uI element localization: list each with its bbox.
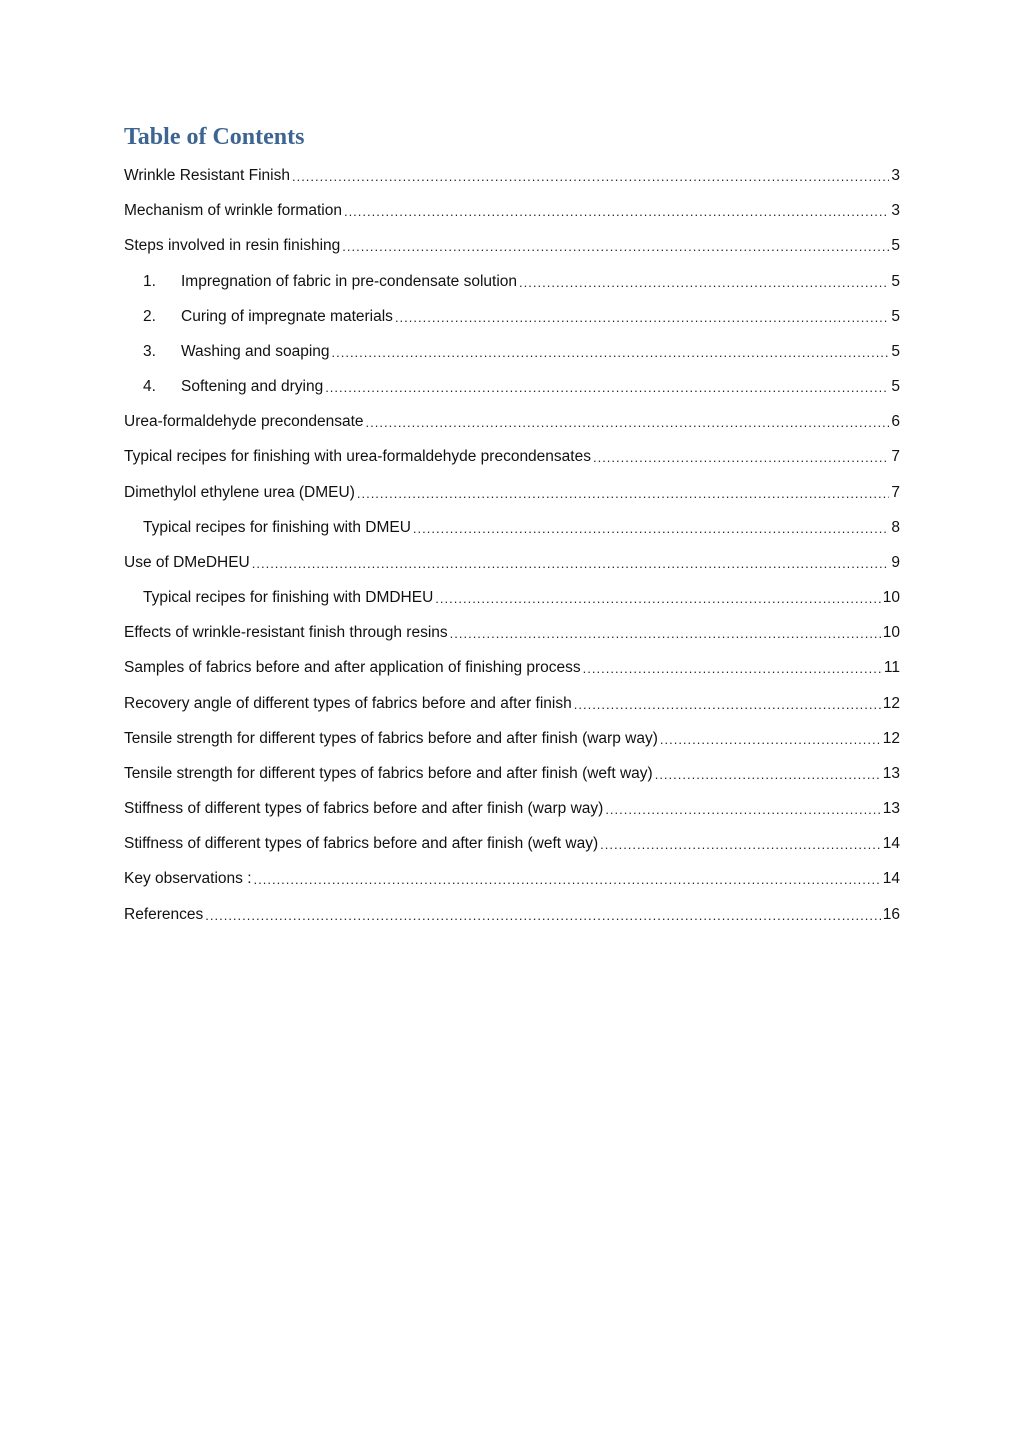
toc-dot-leader [254, 869, 881, 889]
toc-dot-leader [435, 588, 880, 608]
toc-dot-leader [342, 236, 889, 256]
toc-entry[interactable] [124, 832, 900, 854]
toc-dot-leader [325, 377, 889, 397]
toc-entry-page: 10 [882, 589, 900, 606]
toc-dot-leader [655, 764, 881, 784]
toc-entry[interactable] [124, 481, 900, 503]
toc-dot-leader [413, 518, 889, 538]
table-of-contents [124, 122, 900, 923]
toc-entry-page: 5 [891, 308, 900, 325]
toc-dot-leader [205, 905, 880, 925]
toc-entry-page: 11 [883, 659, 900, 676]
toc-entry[interactable] [124, 692, 900, 714]
toc-entry-page: 3 [891, 167, 900, 184]
toc-subentry[interactable] [124, 586, 900, 608]
toc-entry[interactable] [124, 656, 900, 678]
toc-entry-text: Key observations : [124, 870, 252, 887]
toc-entry-page: 10 [882, 624, 900, 641]
toc-entry-text: Effects of wrinkle-resistant finish through resins [124, 624, 448, 641]
toc-entry-page: 12 [882, 695, 900, 712]
toc-entry[interactable] [124, 762, 900, 784]
toc-entry-text: Mechanism of wrinkle formation [124, 202, 342, 219]
toc-dot-leader [395, 307, 889, 327]
toc-entry-text: Dimethylol ethylene urea (DMEU) [124, 484, 355, 501]
toc-entry-text: Washing and soaping [181, 343, 330, 360]
toc-entry-text: Softening and drying [181, 378, 324, 395]
toc-entry-page: 14 [882, 835, 900, 852]
toc-entry-page: 14 [882, 870, 900, 887]
toc-entry-numbered[interactable] [124, 340, 900, 362]
toc-title: Table of Contents [124, 124, 305, 150]
toc-dot-leader [252, 553, 890, 573]
toc-entry-text: Wrinkle Resistant Finish [124, 167, 290, 184]
toc-entry-text: Samples of fabrics before and after application of finishing process [124, 659, 581, 676]
toc-entry-text: References [124, 906, 204, 923]
toc-entry-page: 6 [891, 413, 900, 430]
toc-entry-text: Urea-formaldehyde precondensate [124, 413, 364, 430]
toc-dot-leader [660, 729, 881, 749]
toc-entry-page: 13 [882, 800, 900, 817]
toc-entry-text: Typical recipes for finishing with DMEU [143, 519, 411, 536]
toc-entry[interactable] [124, 410, 900, 432]
toc-entry-text: Tensile strength for different types of fabrics before and after finish (warp way) [124, 730, 658, 747]
toc-entry-page: 3 [891, 202, 900, 219]
toc-dot-leader [583, 658, 882, 678]
toc-entry-numbered[interactable] [124, 270, 900, 292]
toc-entry[interactable] [124, 727, 900, 749]
toc-entry-page: 9 [891, 554, 900, 571]
toc-entry-number: 2. [143, 308, 156, 325]
toc-entry-page: 8 [891, 519, 900, 536]
toc-entry[interactable] [124, 164, 900, 186]
toc-dot-leader [600, 834, 881, 854]
toc-entry-page: 5 [891, 237, 900, 254]
toc-dot-leader [357, 483, 890, 503]
toc-entry[interactable] [124, 551, 900, 573]
toc-entry-text: Tensile strength for different types of fabrics before and after finish (weft way) [124, 765, 653, 782]
toc-entry-text: Typical recipes for finishing with urea-formaldehyde precondensates [124, 448, 591, 465]
toc-entry-page: 5 [891, 378, 900, 395]
toc-entry-text: Steps involved in resin finishing [124, 237, 341, 254]
toc-entry[interactable] [124, 234, 900, 256]
toc-entry-number: 1. [143, 273, 156, 290]
toc-entry[interactable] [124, 867, 900, 889]
toc-entry-number: 4. [143, 378, 156, 395]
toc-dot-leader [605, 799, 880, 819]
toc-entry-page: 13 [882, 765, 900, 782]
toc-dot-leader [332, 342, 890, 362]
toc-entry-number: 3. [143, 343, 156, 360]
toc-entry-page: 7 [891, 448, 900, 465]
toc-dot-leader [292, 166, 889, 186]
toc-entry-text: Stiffness of different types of fabrics before and after finish (warp way) [124, 800, 604, 817]
toc-entry-text: Recovery angle of different types of fabrics before and after finish [124, 695, 572, 712]
toc-entry-numbered[interactable] [124, 305, 900, 327]
toc-entry[interactable] [124, 797, 900, 819]
toc-dot-leader [519, 272, 889, 292]
toc-entry-text: Stiffness of different types of fabrics before and after finish (weft way) [124, 835, 599, 852]
toc-dot-leader [574, 694, 881, 714]
toc-entry-page: 12 [882, 730, 900, 747]
toc-entry-text: Curing of impregnate materials [181, 308, 393, 325]
toc-entry-page: 7 [891, 484, 900, 501]
toc-entry-text: Typical recipes for finishing with DMDHEU [143, 589, 434, 606]
toc-entry-numbered[interactable] [124, 375, 900, 397]
toc-subentry[interactable] [124, 516, 900, 538]
toc-dot-leader [450, 623, 881, 643]
toc-entry[interactable] [124, 199, 900, 221]
toc-dot-leader [344, 201, 889, 221]
toc-entry-text: Impregnation of fabric in pre-condensate solution [181, 273, 518, 290]
toc-entry-page: 5 [891, 273, 900, 290]
toc-entry-page: 16 [882, 906, 900, 923]
toc-entry[interactable] [124, 445, 900, 467]
toc-entry[interactable] [124, 903, 900, 925]
toc-dot-leader [366, 412, 890, 432]
toc-entry-page: 5 [891, 343, 900, 360]
toc-entry[interactable] [124, 621, 900, 643]
toc-dot-leader [593, 447, 889, 467]
toc-entry-text: Use of DMeDHEU [124, 554, 250, 571]
